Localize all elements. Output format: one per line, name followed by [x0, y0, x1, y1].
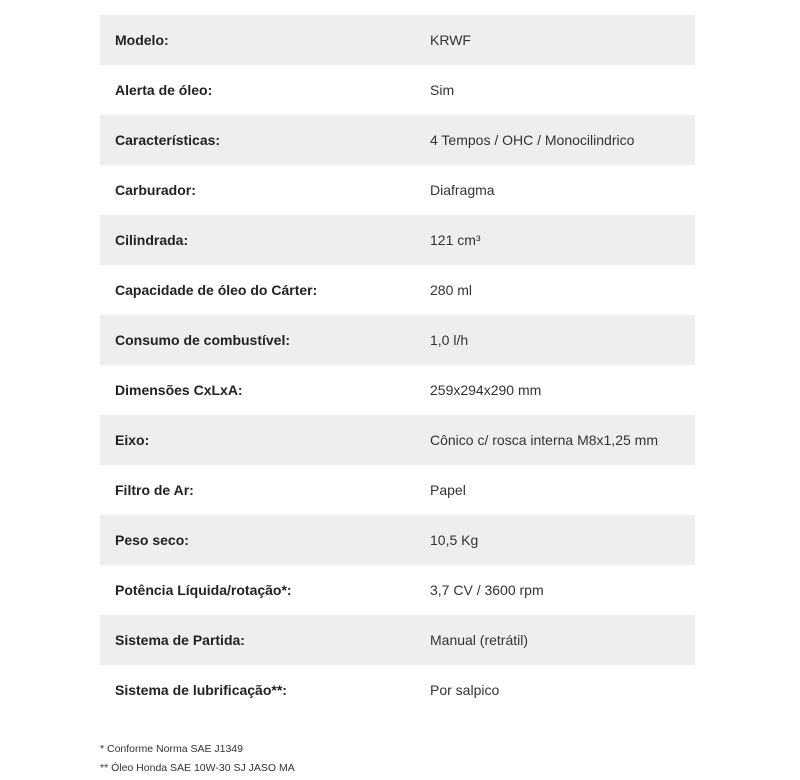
spec-row-lubrificacao	[100, 665, 695, 715]
spec-label: Dimensões CxLxA:	[115, 382, 243, 398]
spec-label: Características:	[115, 132, 221, 148]
spec-label: Alerta de óleo:	[115, 82, 213, 98]
spec-value: 1,0 l/h	[430, 332, 469, 348]
spec-label: Sistema de Partida:	[115, 632, 245, 648]
spec-value: 10,5 Kg	[430, 532, 479, 548]
spec-row-eixo	[100, 415, 695, 465]
spec-value: Cônico c/ rosca interna M8x1,25 mm	[430, 432, 658, 448]
spec-value: Diafragma	[430, 182, 495, 198]
spec-table	[100, 15, 695, 715]
spec-row-sistema-partida	[100, 615, 695, 665]
spec-label: Filtro de Ar:	[115, 482, 194, 498]
spec-label: Sistema de lubrificação**:	[115, 682, 287, 698]
spec-label: Modelo:	[115, 32, 169, 48]
spec-row-carburador	[100, 165, 695, 215]
spec-label: Consumo de combustível:	[115, 332, 291, 348]
spec-row-consumo	[100, 315, 695, 365]
spec-row-caracteristicas	[100, 115, 695, 165]
spec-label: Potência Líquida/rotação*:	[115, 582, 292, 598]
footnotes	[100, 740, 295, 778]
spec-label: Capacidade de óleo do Cárter:	[115, 282, 318, 298]
spec-row-filtro-ar	[100, 465, 695, 515]
spec-label: Cilindrada:	[115, 232, 189, 248]
spec-label: Eixo:	[115, 432, 150, 448]
spec-row-alerta-oleo	[100, 65, 695, 115]
spec-row-peso-seco	[100, 515, 695, 565]
spec-value: Por salpico	[430, 682, 500, 698]
spec-value: 121 cm³	[430, 232, 481, 248]
spec-label: Peso seco:	[115, 532, 189, 548]
footnote-sae: * Conforme Norma SAE J1349	[100, 743, 243, 755]
spec-value: 280 ml	[430, 282, 473, 298]
spec-value: 259x294x290 mm	[430, 382, 542, 398]
spec-value: Papel	[430, 482, 466, 498]
spec-value: Sim	[430, 82, 455, 98]
spec-value: KRWF	[430, 32, 471, 48]
spec-row-dimensoes	[100, 365, 695, 415]
spec-value: 3,7 CV / 3600 rpm	[430, 582, 544, 598]
spec-label: Carburador:	[115, 182, 196, 198]
spec-row-cilindrada	[100, 215, 695, 265]
spec-row-modelo	[100, 15, 695, 65]
footnote-oil: ** Óleo Honda SAE 10W-30 SJ JASO MA	[100, 762, 295, 774]
spec-table-body	[100, 15, 695, 715]
spec-value: 4 Tempos / OHC / Monocilindrico	[430, 132, 635, 148]
spec-row-potencia	[100, 565, 695, 615]
spec-row-capacidade-oleo	[100, 265, 695, 315]
spec-value: Manual (retrátil)	[430, 632, 529, 648]
